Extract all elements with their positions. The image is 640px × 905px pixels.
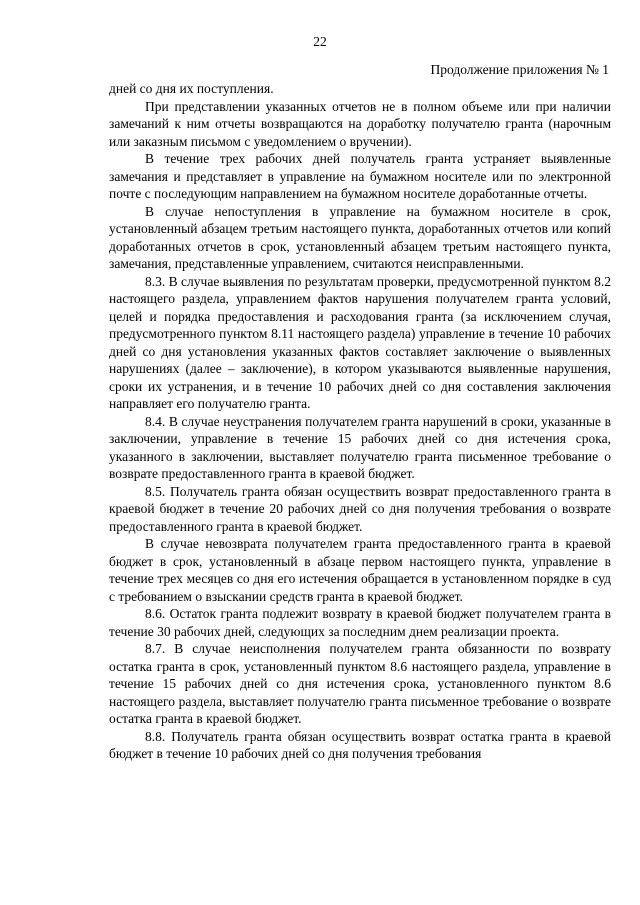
appendix-continuation-note: Продолжение приложения № 1	[430, 62, 609, 77]
paragraph-8-8: 8.8. Получатель гранта обязан осуществить возврат остатка гранта в краевой бюджет в течение 10 рабочих дней со дня получения требования	[109, 728, 611, 761]
paragraph: В случае невозврата получателем гранта предоставленного гранта в краевой бюджет в срок, установленный в абзаце первом настоящего пункта, управление в течение трех месяцев со дня его истечения обращается в установленном порядке в суд с требованием о взыскании средств гранта в краевой бюджет.	[109, 536, 611, 604]
paragraph-8-6: 8.6. Остаток гранта подлежит возврату в краевой бюджет получателем гранта в течение 30 рабочих дней, следующих за последним днем реализации проекта.	[109, 606, 611, 639]
paragraph-8-5: 8.5. Получатель гранта обязан осуществить возврат предоставленного гранта в краевой бюджет в течение 20 рабочих дней со дня получения требования о возврате предоставленного гранта в краевой бюджет.	[109, 483, 611, 534]
paragraph-8-3: 8.3. В случае выявления по результатам проверки, предусмотренной пунктом 8.2 настоящего раздела, управлением фактов нарушения получателем гранта условий, целей и порядка предоставления и расходования гранта (за исключением случая, предусмотренного пунктом 8.11 настоящего раздела) управление в течение 10 рабочих дней со дня установления указанных фактов составляет заключение о выявленных нарушениях (далее – заключение), в котором указываются выявленные нарушения, сроки их устранения, и в течение 10 рабочих дней со дня составления заключения направляет его получателю гранта.	[109, 273, 611, 411]
paragraph-8-7: 8.7. В случае неисполнения получателем гранта обязанности по возврату остатка гранта в срок, установленный пунктом 8.6 настоящего раздела, управление в течение 15 рабочих дней со дня истечения срока, установленного пунктом 8.6 настоящего раздела, выставляет получателю гранта письменное требование о возврате остатка гранта в краевой бюджет.	[109, 641, 611, 726]
paragraph: При представлении указанных отчетов не в полном объеме или при наличии замечаний к ним отчеты возвращаются на доработку получателю гранта (нарочным или заказным письмом с уведомлением о вручении).	[109, 98, 611, 149]
document-body	[109, 80, 611, 763]
page-number: 22	[313, 34, 327, 49]
paragraph: дней со дня их поступления.	[109, 81, 274, 96]
paragraph-8-4: 8.4. В случае неустранения получателем гранта нарушений в сроки, указанные в заключении, управление в течение 15 рабочих дней со дня истечения срока, указанного в заключении, выставляет получателю гранта письменное требование о возврате предоставленного гранта в краевой бюджет.	[109, 413, 611, 481]
paragraph: В случае непоступления в управление на бумажном носителе в срок, установленный абзацем третьим настоящего пункта, доработанных отчетов или копий доработанных отчетов в срок, установленный абзацем третьим настоящего пункта, замечания, представленные управлением, считаются неисправленными.	[109, 203, 611, 271]
paragraph: В течение трех рабочих дней получатель гранта устраняет выявленные замечания и представляет в управление на бумажном носителе или по электронной почте с последующим направлением на бумажном носителе доработанные отчеты.	[109, 151, 611, 201]
